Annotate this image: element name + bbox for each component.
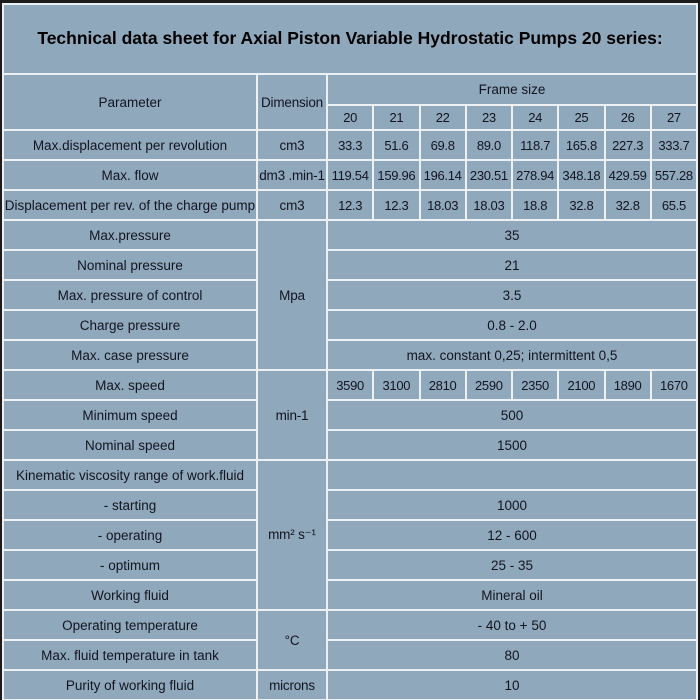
- pump-data-table: [2, 3, 698, 700]
- value-cell: 1670: [652, 371, 696, 399]
- dimension-cell-mpa: Mpa: [258, 221, 326, 369]
- value-cell: max. constant 0,25; intermittent 0,5: [328, 341, 696, 369]
- header-frame-23: 23: [467, 106, 511, 129]
- value-cell: 348.18: [559, 161, 603, 189]
- value-cell: 65.5: [652, 191, 696, 219]
- value-cell: 1500: [328, 431, 696, 459]
- dimension-cell-min-1: min-1: [258, 371, 326, 459]
- value-cell: 2100: [559, 371, 603, 399]
- table-row: [4, 221, 696, 249]
- value-cell: Mineral oil: [328, 581, 696, 609]
- value-cell: 165.8: [559, 131, 603, 159]
- dimension-cell: dm3 .min-1: [258, 161, 326, 189]
- param-cell: Charge pressure: [4, 311, 256, 339]
- value-cell: 35: [328, 221, 696, 249]
- table-row: [4, 611, 696, 639]
- table-row: [4, 431, 696, 459]
- value-cell: [328, 461, 696, 489]
- dimension-cell: microns: [258, 671, 326, 699]
- param-cell: Max. pressure of control: [4, 281, 256, 309]
- header-frame-20: 20: [328, 106, 372, 129]
- table-row: [4, 131, 696, 159]
- header-frame-21: 21: [374, 106, 418, 129]
- param-cell: Nominal speed: [4, 431, 256, 459]
- table-row: [4, 461, 696, 489]
- param-cell: Max. speed: [4, 371, 256, 399]
- value-cell: 3.5: [328, 281, 696, 309]
- value-cell: 278.94: [513, 161, 557, 189]
- table-row: [4, 401, 696, 429]
- value-cell: 32.8: [606, 191, 650, 219]
- title-row: [4, 5, 696, 73]
- table-row: [4, 161, 696, 189]
- value-cell: 12.3: [374, 191, 418, 219]
- dimension-cell-celsius: °C: [258, 611, 326, 669]
- value-cell: 2590: [467, 371, 511, 399]
- table-row: [4, 671, 696, 699]
- value-cell: 2810: [421, 371, 465, 399]
- table-row: [4, 281, 696, 309]
- table-row: [4, 491, 696, 519]
- value-cell: 230.51: [467, 161, 511, 189]
- table-row: [4, 551, 696, 579]
- value-cell: 2350: [513, 371, 557, 399]
- header-frame-22: 22: [421, 106, 465, 129]
- value-cell: 557.28: [652, 161, 696, 189]
- header-frame-size: Frame size: [328, 75, 696, 104]
- header-frame-27: 27: [652, 106, 696, 129]
- param-cell: Max. flow: [4, 161, 256, 189]
- value-cell: 1890: [606, 371, 650, 399]
- value-cell: 500: [328, 401, 696, 429]
- value-cell: 3100: [374, 371, 418, 399]
- param-cell: Working fluid: [4, 581, 256, 609]
- value-cell: 10: [328, 671, 696, 699]
- value-cell: - 40 to + 50: [328, 611, 696, 639]
- value-cell: 333.7: [652, 131, 696, 159]
- param-cell: Max.displacement per revolution: [4, 131, 256, 159]
- table-row: [4, 191, 696, 219]
- value-cell: 429.59: [606, 161, 650, 189]
- table-row: [4, 581, 696, 609]
- param-cell: Nominal pressure: [4, 251, 256, 279]
- value-cell: 196.14: [421, 161, 465, 189]
- table-row: [4, 251, 696, 279]
- value-cell: 25 - 35: [328, 551, 696, 579]
- header-row-main: [4, 75, 696, 104]
- param-cell: Operating temperature: [4, 611, 256, 639]
- param-cell: Displacement per rev. of the charge pump: [4, 191, 256, 219]
- value-cell: 18.8: [513, 191, 557, 219]
- table-row: [4, 641, 696, 669]
- value-cell: 12 - 600: [328, 521, 696, 549]
- table-row: [4, 371, 696, 399]
- value-cell: 1000: [328, 491, 696, 519]
- value-cell: 32.8: [559, 191, 603, 219]
- table-row: [4, 521, 696, 549]
- value-cell: 3590: [328, 371, 372, 399]
- header-dimension: Dimension: [258, 75, 326, 129]
- value-cell: 118.7: [513, 131, 557, 159]
- page-title: Technical data sheet for Axial Piston Variable Hydrostatic Pumps 20 series:: [4, 5, 696, 73]
- dimension-cell: cm3: [258, 191, 326, 219]
- param-cell: Kinematic viscosity range of work.fluid: [4, 461, 256, 489]
- header-parameter: Parameter: [4, 75, 256, 129]
- value-cell: 18.03: [421, 191, 465, 219]
- value-cell: 159.96: [374, 161, 418, 189]
- header-frame-25: 25: [559, 106, 603, 129]
- param-cell: - operating: [4, 521, 256, 549]
- value-cell: 18.03: [467, 191, 511, 219]
- value-cell: 80: [328, 641, 696, 669]
- value-cell: 227.3: [606, 131, 650, 159]
- value-cell: 69.8: [421, 131, 465, 159]
- table-row: [4, 311, 696, 339]
- value-cell: 33.3: [328, 131, 372, 159]
- param-cell: Purity of working fluid: [4, 671, 256, 699]
- header-frame-26: 26: [606, 106, 650, 129]
- value-cell: 51.6: [374, 131, 418, 159]
- value-cell: 12.3: [328, 191, 372, 219]
- value-cell: 119.54: [328, 161, 372, 189]
- param-cell: - optimum: [4, 551, 256, 579]
- value-cell: 21: [328, 251, 696, 279]
- dimension-cell-viscosity: mm² s⁻¹: [258, 461, 326, 609]
- param-cell: Max.pressure: [4, 221, 256, 249]
- param-cell: Max. fluid temperature in tank: [4, 641, 256, 669]
- dimension-cell: cm3: [258, 131, 326, 159]
- param-cell: Minimum speed: [4, 401, 256, 429]
- param-cell: Max. case pressure: [4, 341, 256, 369]
- value-cell: 0.8 - 2.0: [328, 311, 696, 339]
- header-frame-24: 24: [513, 106, 557, 129]
- param-cell: - starting: [4, 491, 256, 519]
- value-cell: 89.0: [467, 131, 511, 159]
- table-row: [4, 341, 696, 369]
